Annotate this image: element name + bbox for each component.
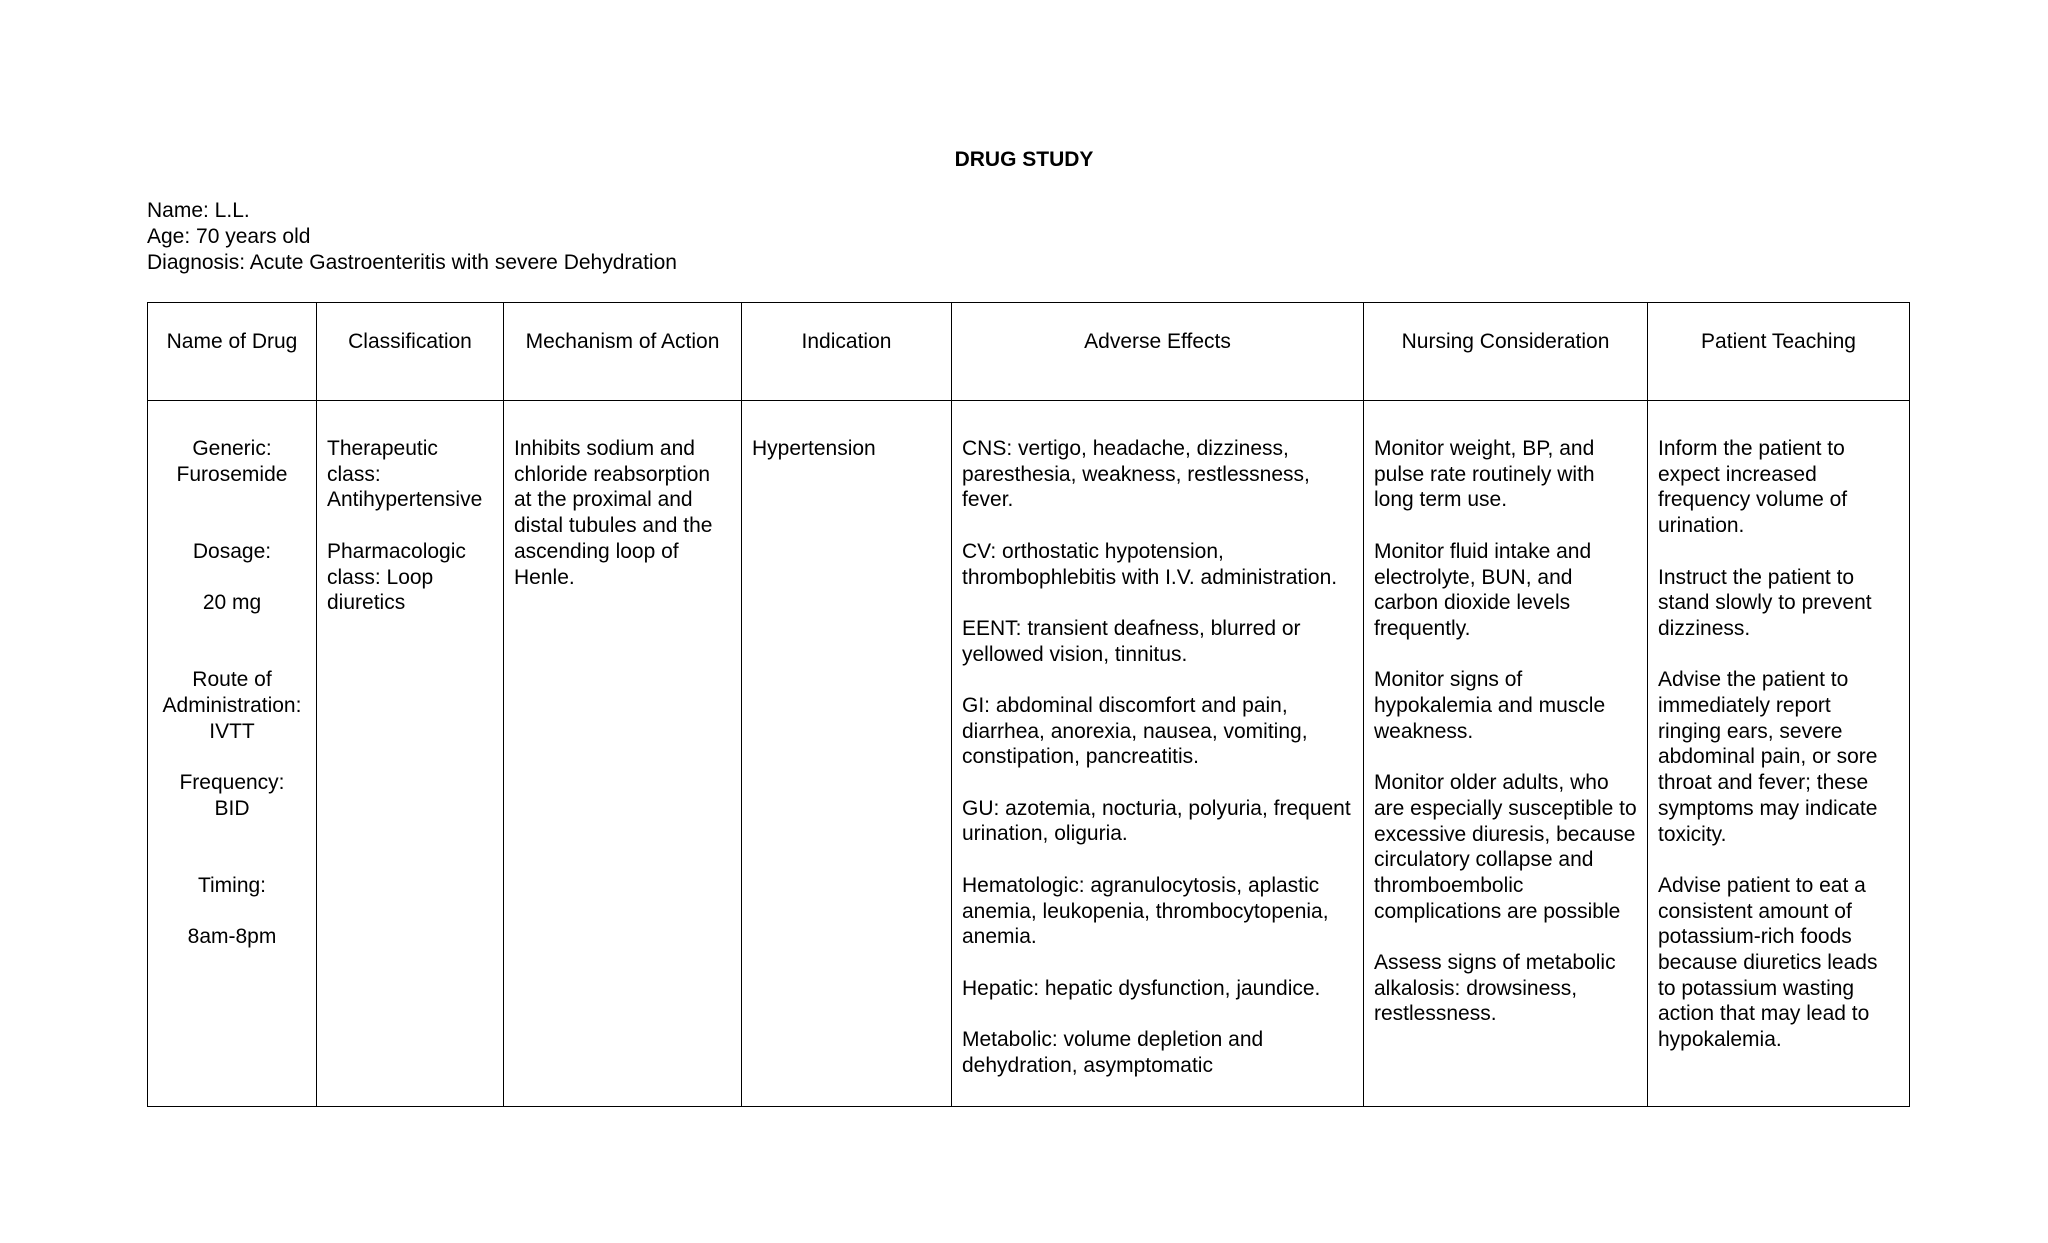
therapeutic-class: Therapeutic class: Antihypertensive bbox=[327, 437, 483, 512]
table-row bbox=[148, 401, 1910, 1107]
teaching-item: Instruct the patient to stand slowly to prevent dizziness. bbox=[1658, 565, 1872, 640]
header-indication: Indication bbox=[742, 303, 952, 401]
header-classification: Classification bbox=[317, 303, 504, 401]
adverse-gi: GI: abdominal discomfort and pain, diarrhea, anorexia, nausea, vomiting, constipation, pancreatitis. bbox=[962, 693, 1308, 769]
teaching-item: Advise the patient to immediately report ringing ears, severe abdominal pain, or sore throat and fever; these symptoms may indicate toxicity. bbox=[1658, 668, 1878, 846]
cell-name-of-drug bbox=[148, 401, 317, 1107]
nursing-item: Monitor fluid intake and electrolyte, BUN, and carbon dioxide levels frequently. bbox=[1374, 539, 1592, 640]
patient-diagnosis: Diagnosis: Acute Gastroenteritis with severe Dehydration bbox=[147, 251, 677, 274]
adverse-eent: EENT: transient deafness, blurred or yellowed vision, tinnitus. bbox=[962, 616, 1301, 666]
indication-text: Hypertension bbox=[752, 437, 876, 460]
frequency-value: BID bbox=[214, 796, 250, 820]
teaching-item: Advise patient to eat a consistent amount of potassium-rich foods because diuretics leads to potassium wasting action that may lead to hypokalemia. bbox=[1658, 873, 1878, 1052]
adverse-hepatic: Hepatic: hepatic dysfunction, jaundice. bbox=[962, 976, 1321, 1000]
header-patient-teaching: Patient Teaching bbox=[1648, 303, 1910, 401]
cell-classification bbox=[317, 401, 504, 1107]
route-label: Route of Administration: bbox=[162, 668, 302, 717]
nursing-item: Assess signs of metabolic alkalosis: drowsiness, restlessness. bbox=[1374, 951, 1616, 1026]
cell-adverse-effects bbox=[952, 401, 1364, 1107]
frequency-label: Frequency: bbox=[179, 771, 285, 795]
teaching-item: Inform the patient to expect increased frequency volume of urination. bbox=[1658, 437, 1848, 538]
nursing-item: Monitor weight, BP, and pulse rate routinely with long term use. bbox=[1374, 437, 1595, 512]
adverse-gu: GU: azotemia, nocturia, polyuria, frequent urination, oliguria. bbox=[962, 796, 1351, 846]
patient-name: Name: L.L. bbox=[147, 199, 250, 222]
cell-nursing-consideration bbox=[1364, 401, 1648, 1107]
generic-value: Furosemide bbox=[176, 462, 288, 486]
adverse-metabolic: Metabolic: volume depletion and dehydration, asymptomatic bbox=[962, 1028, 1264, 1077]
header-name-of-drug: Name of Drug bbox=[148, 303, 317, 401]
adverse-hematologic: Hematologic: agranulocytosis, aplastic anemia, leukopenia, thrombocytopenia, anemia. bbox=[962, 873, 1329, 949]
drug-study-table bbox=[147, 302, 1910, 1107]
timing-value: 8am-8pm bbox=[187, 925, 277, 949]
timing-label: Timing: bbox=[197, 873, 267, 897]
route-value: IVTT bbox=[209, 719, 255, 743]
generic-label: Generic: bbox=[192, 437, 272, 460]
adverse-cns: CNS: vertigo, headache, dizziness, paresthesia, weakness, restlessness, fever. bbox=[962, 437, 1310, 512]
nursing-item: Monitor signs of hypokalemia and muscle weakness. bbox=[1374, 668, 1606, 743]
pharmacologic-class: Pharmacologic class: Loop diuretics bbox=[327, 539, 466, 615]
header-mechanism: Mechanism of Action bbox=[504, 303, 742, 401]
table-header-row bbox=[148, 303, 1910, 401]
header-nursing-consideration: Nursing Consideration bbox=[1364, 303, 1648, 401]
mechanism-text: Inhibits sodium and chloride reabsorption at the proximal and distal tubules and the ascending loop of Henle. bbox=[514, 437, 713, 589]
cell-mechanism bbox=[504, 401, 742, 1107]
patient-info bbox=[147, 198, 677, 276]
patient-age: Age: 70 years old bbox=[147, 225, 311, 248]
cell-patient-teaching bbox=[1648, 401, 1910, 1107]
adverse-cv: CV: orthostatic hypotension, thrombophlebitis with I.V. administration. bbox=[962, 539, 1338, 589]
header-adverse-effects: Adverse Effects bbox=[952, 303, 1364, 401]
document-title: DRUG STUDY bbox=[954, 148, 1094, 171]
cell-indication bbox=[742, 401, 952, 1107]
dosage-value: 20 mg bbox=[202, 591, 262, 615]
nursing-item: Monitor older adults, who are especially susceptible to excessive diuresis, because circulatory collapse and thromboembolic complications are possible bbox=[1374, 771, 1637, 923]
dosage-label: Dosage: bbox=[192, 539, 272, 563]
